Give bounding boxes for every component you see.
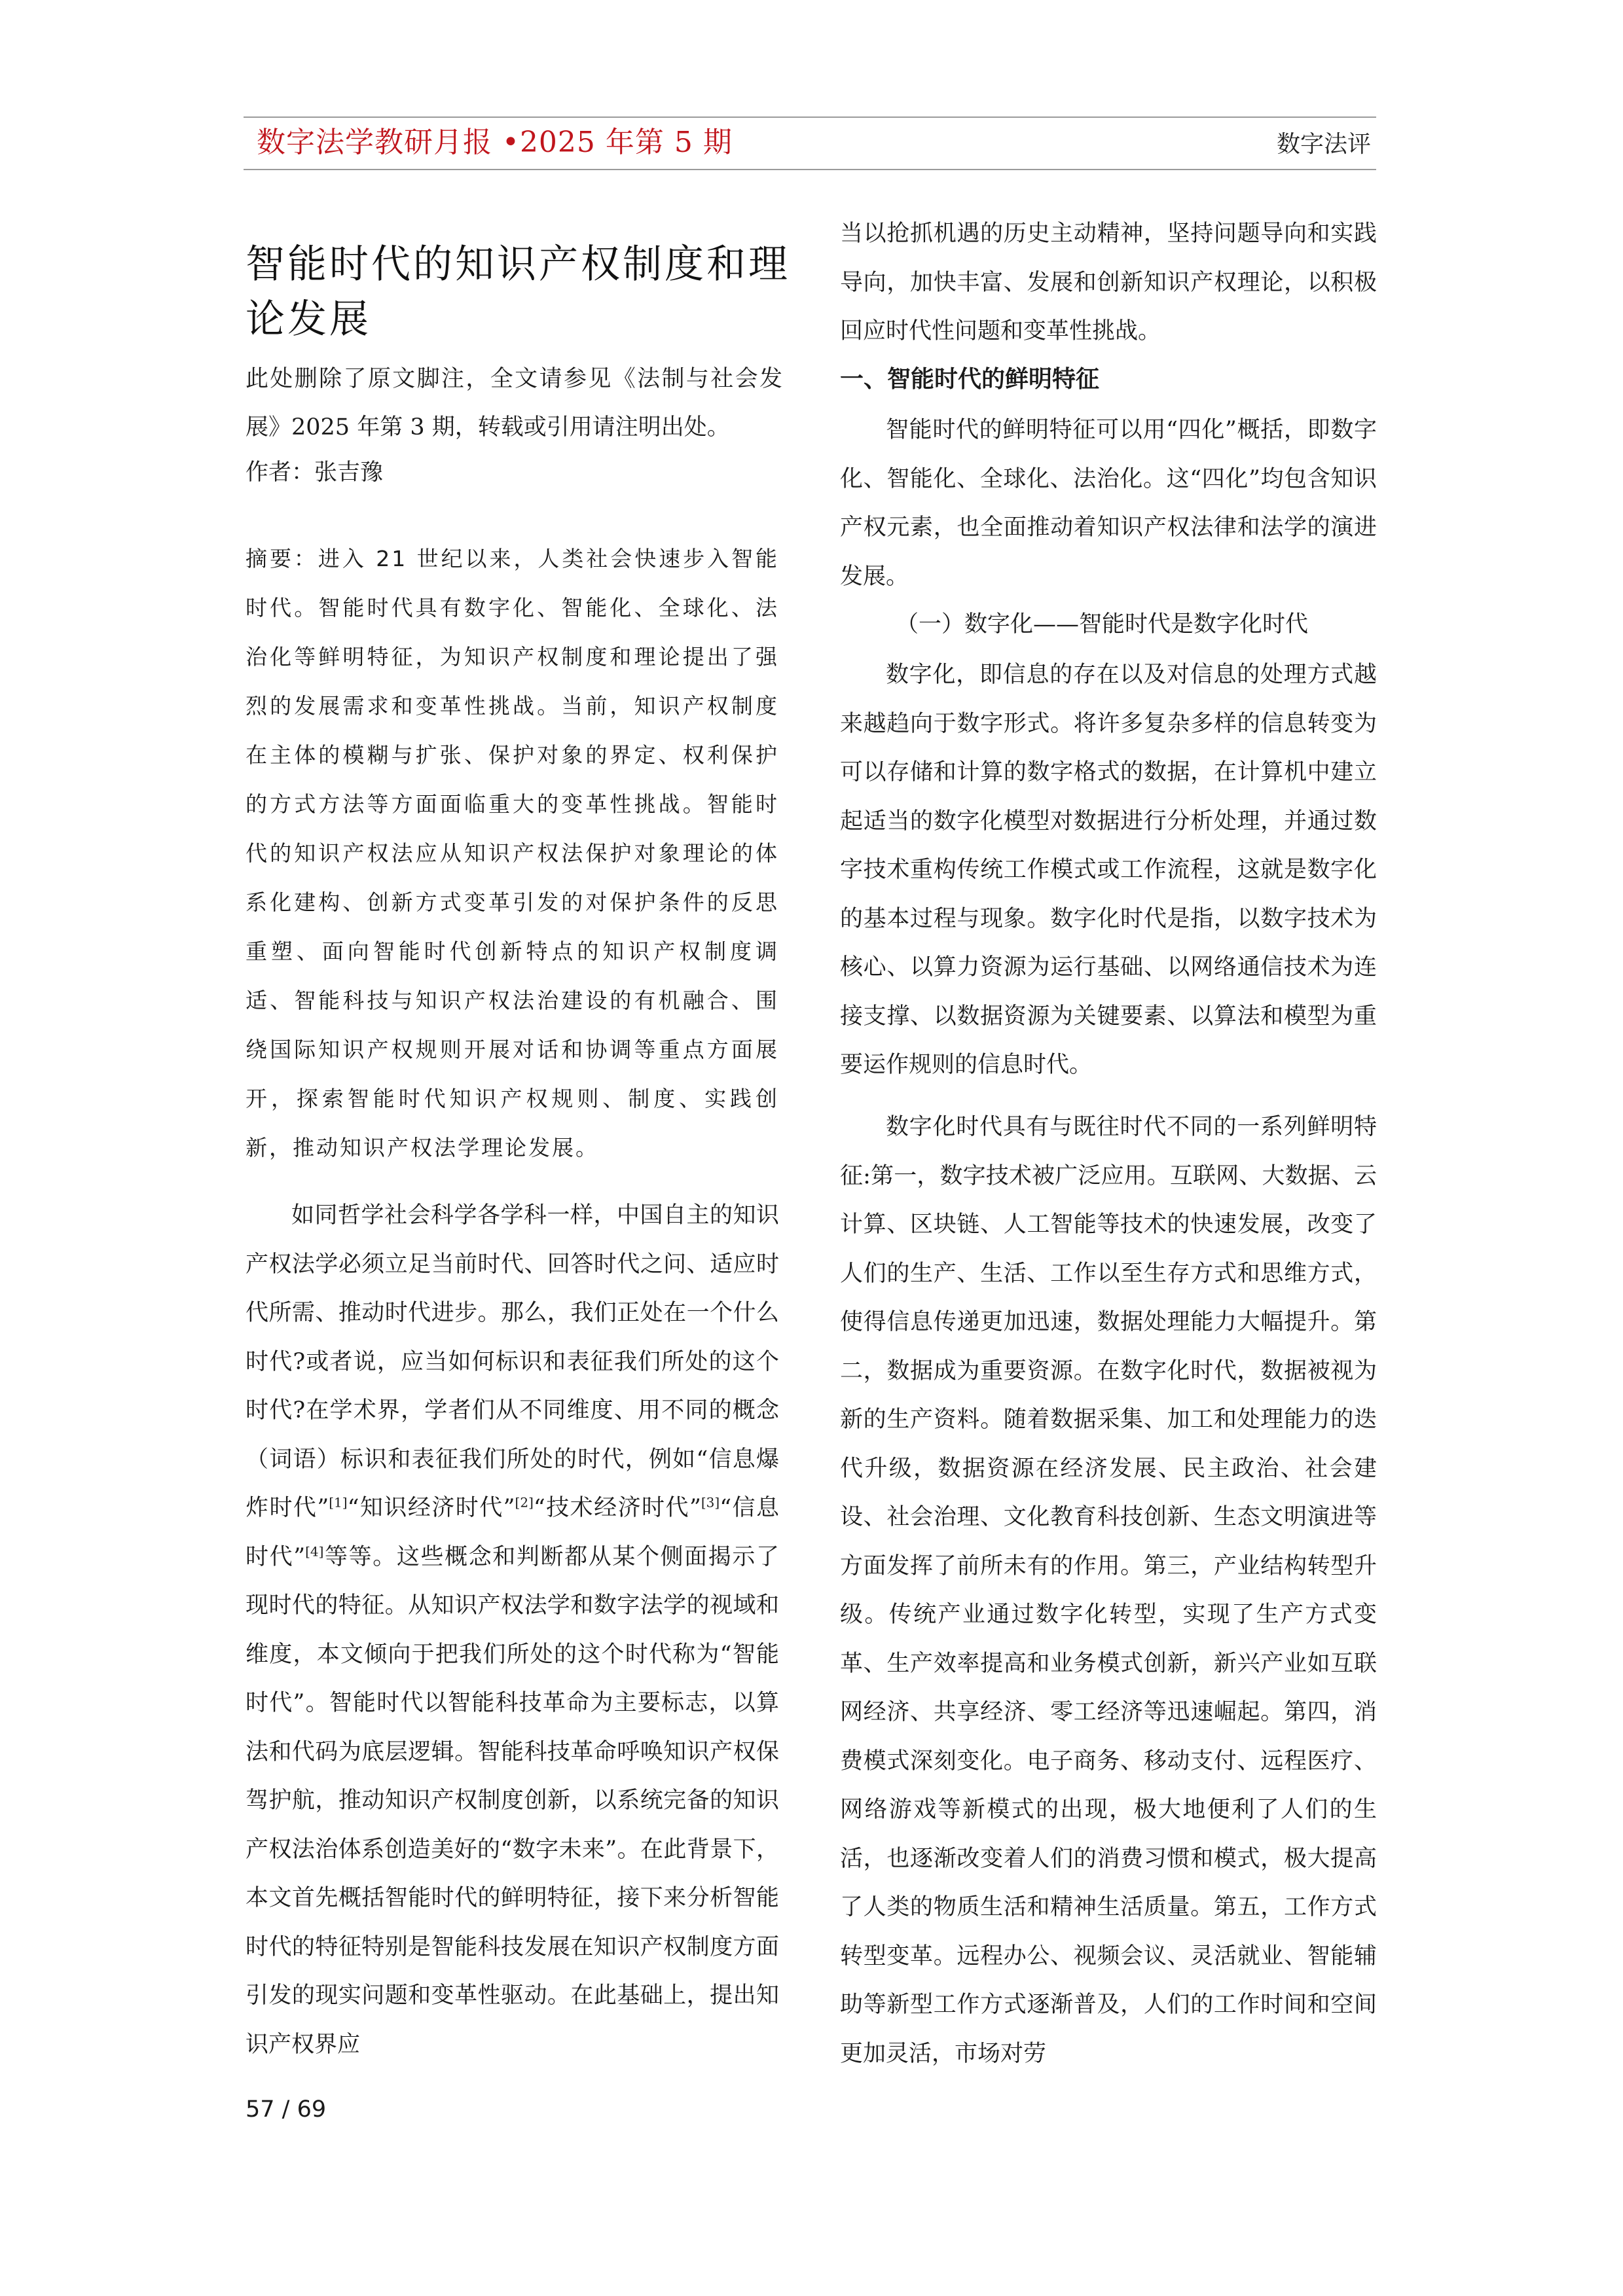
section-paragraph-2: 数字化，即信息的存在以及对信息的处理方式越来越趋向于数字形式。将许多复杂多样的信息转变为可以存储和计算的数字格式的数据，在计算机中建立起适当的数字化模型对数据进行分析处理，并通过数字技术重构传统工作模式或工作流程，这就是数字化的基本过程与现象。数字化时代是指，以数字技术为核心、以算力资源为运行基础、以网络通信技术为连接支撑、以数据资源为关键要素、以算法和模型为重要运作规则的信息时代。 xyxy=(840,662,1377,1078)
footnote-ref-2: [2] xyxy=(515,1494,534,1511)
source-note: 此处删除了原文脚注，全文请参见《法制与社会发展》2025 年第 3 期，转载或引用请注明出处。 xyxy=(246,366,782,440)
intro-text-d: “信息时代” xyxy=(246,1495,779,1570)
intro-text-e: 等等。这些概念和判断都从某个侧面揭示了现时代的特征。从知识产权法学和数字法学的视域和维度，本文倾向于把我们所处的这个时代称为“智能时代”。智能时代以智能科技革命为主要标志，以算法和代码为底层逻辑。智能科技革命呼唤知识产权保驾护航，推动知识产权制度创新，以系统完备的知识产权法治体系创造美好的“数字未来”。在此背景下，本文首先概括智能时代的鲜明特征，接下来分析智能时代的特征特别是智能科技发展在知识产权制度方面引发的现实问题和变革性驱动。在此基础上，提出知识产权界应 xyxy=(246,1543,779,2058)
footnote-ref-3: [3] xyxy=(701,1494,720,1511)
header-bottom-rule xyxy=(244,169,1376,170)
intro-section xyxy=(246,1191,779,2069)
header-top-rule xyxy=(244,117,1376,118)
article-title: 智能时代的知识产权制度和理论发展 xyxy=(246,242,790,342)
section-heading: 一、智能时代的鲜明特征 xyxy=(840,366,1100,393)
intro-text-b: “知识经济时代” xyxy=(347,1495,515,1521)
intro-continued xyxy=(840,209,1377,356)
section-paragraph-3: 数字化时代具有与既往时代不同的一系列鲜明特征:第一，数字技术被广泛应用。互联网、大数据、云计算、区块链、人工智能等技术的快速发展，改变了人们的生产、生活、工作以至生存方式和思维方式，使得信息传递更加迅速，数据处理能力大幅提升。第二，数据成为重要资源。在数字化时代，数据被视为新的生产资料。随着数据采集、加工和处理能力的迭代升级，数据资源在经济发展、民主政治、社会建设、社会治理、文化教育科技创新、生态文明演进等方面发挥了前所未有的作用。第三，产业结构转型升级。传统产业通过数字化转型，实现了生产方式变革、生产效率提高和业务模式创新，新兴产业如互联网经济、共享经济、零工经济等迅速崛起。第四，消费模式深刻变化。电子商务、移动支付、远程医疗、网络游戏等新模式的出现，极大地便利了人们的生活，也逐渐改变着人们的消费习惯和模式，极大提高了人类的物质生活和精神生活质量。第五，工作方式转型变革。远程办公、视频会议、灵活就业、智能辅助等新型工作方式逐渐普及，人们的工作时间和空间更加灵活，市场对劳 xyxy=(840,1114,1377,2067)
intro-text-a: 如同哲学社会科学各学科一样，中国自主的知识产权法学必须立足当前时代、回答时代之问、适应时代所需、推动时代进步。那么，我们正处在一个什么时代?或者说，应当如何标识和表征我们所处的这个时代?在学术界，学者们从不同维度、用不同的概念（词语）标识和表征我们所处的时代，例如“信息爆炸时代” xyxy=(246,1202,779,1521)
subsection-heading: （一）数字化——智能时代是数字化时代 xyxy=(896,611,1309,637)
intro-text-c: “技术经济时代” xyxy=(533,1495,701,1521)
abstract: 摘要：进入 21 世纪以来，人类社会快速步入智能时代。智能时代具有数字化、智能化、全球化、法治化等鲜明特征，为知识产权制度和理论提出了强烈的发展需求和变革性挑战。当前，知识产权制度在主体的模糊与扩张、保护对象的界定、权利保护的方式方法等方面面临重大的变革性挑战。智能时代的知识产权法应从知识产权法保护对象理论的体系化建构、创新方式变革引发的对保护条件的反思重塑、面向智能时代创新特点的知识产权制度调适、智能科技与知识产权法治建设的有机融合、围绕国际知识产权规则开展对话和协调等重点方面展开，探索智能时代知识产权规则、制度、实践创新，推动知识产权法学理论发展。 xyxy=(246,546,779,1160)
section-label: 数字法评 xyxy=(1276,131,1371,158)
section-paragraph-1: 智能时代的鲜明特征可以用“四化”概括，即数字化、智能化、全球化、法治化。这“四化”均包含知识产权元素，也全面推动着知识产权法律和法学的演进发展。 xyxy=(840,417,1377,590)
footnote-ref-1: [1] xyxy=(329,1494,348,1511)
footnote-ref-4: [4] xyxy=(305,1543,324,1559)
page-number: 57 / 69 xyxy=(246,2096,327,2123)
intro-continuation: 当以抢抓机遇的历史主动精神，坚持问题导向和实践导向，加快丰富、发展和创新知识产权理论，以积极回应时代性问题和变革性挑战。 xyxy=(840,221,1377,344)
journal-header: 数字法学教研月报 •2025 年第 5 期 xyxy=(257,126,733,159)
intro-paragraph xyxy=(246,1191,779,2069)
author-line: 作者：张吉豫 xyxy=(246,459,384,486)
